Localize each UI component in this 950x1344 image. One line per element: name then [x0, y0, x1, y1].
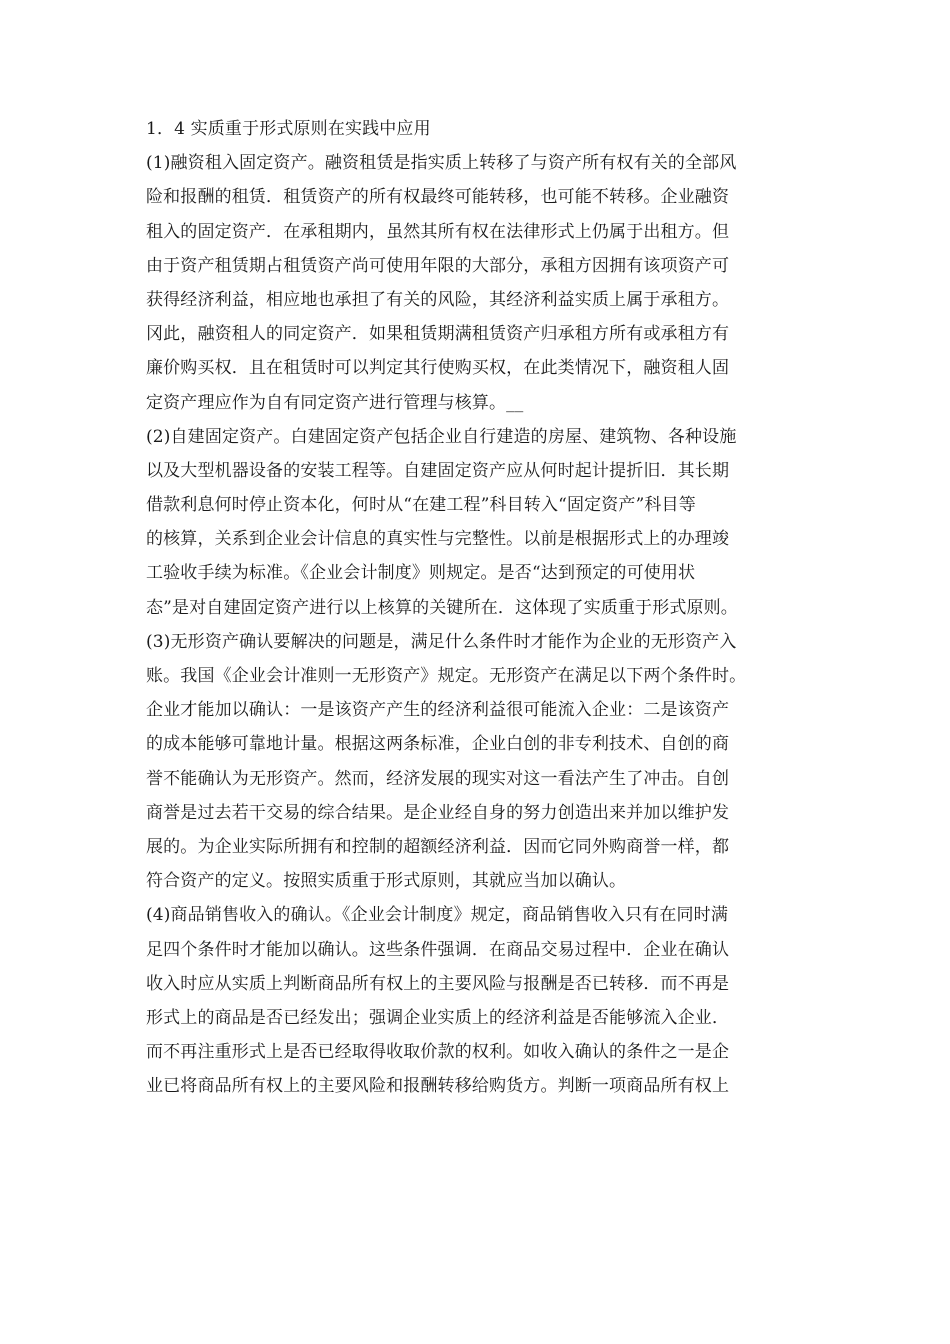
- paragraph-line: 收入时应从实质上判断商品所有权上的主要风险与报酬是否已转移．而不再是: [146, 973, 730, 994]
- paragraph-line: (4)商品销售收入的确认。《企业会计制度》规定，商品销售收入只有在同时满: [146, 905, 728, 926]
- paragraph-line: 租入的固定资产．在承租期内，虽然其所有权在法律形式上仍属于出租方。但: [146, 221, 730, 242]
- paragraph-line: (1)融资租入固定资产。融资租赁是指实质上转移了与资产所有权有关的全部风: [146, 153, 737, 174]
- paragraph-line: 账。我国《企业会计准则一无形资产》规定。无形资产在满足以下两个条件时。: [146, 666, 747, 686]
- paragraph-line: 定资产理应作为自有同定资产进行管理与核算。__: [146, 392, 524, 413]
- paragraph-line: 的核算，关系到企业会计信息的真实性与完整性。以前是根据形式上的办理竣: [146, 529, 730, 550]
- paragraph-line: 符合资产的定义。按照实质重于形式原则，其就应当加以确认。: [146, 871, 627, 892]
- document-body: [146, 112, 806, 1103]
- paragraph-line: 由于资产租赁期占租赁资产尚可使用年限的大部分，承租方因拥有该项资产可: [146, 255, 730, 276]
- paragraph-line: 誉不能确认为无形资产。然而，经济发展的现实对这一看法产生了冲击。自创: [146, 768, 730, 789]
- paragraph-line: 而不再注重形式上是否已经取得收取价款的权利。如收入确认的条件之一是企: [146, 1042, 730, 1063]
- paragraph-line: 足四个条件时才能加以确认。这些条件强调．在商品交易过程中．企业在确认: [146, 939, 730, 960]
- paragraph-line: 态”是对自建固定资产进行以上核算的关键所在．这体现了实质重于形式原则。: [146, 597, 738, 618]
- paragraph-line: (2)自建固定资产。白建固定资产包括企业自行建造的房屋、建筑物、各种设施: [146, 426, 737, 447]
- paragraph-line: 借款利息何时停止资本化，何时从“在建工程”科目转入“固定资产”科目等: [146, 495, 696, 516]
- paragraph-line: 的成本能够可靠地计量。根据这两条标准，企业白创的非专利技术、自创的商: [146, 734, 730, 755]
- paragraph-line: 冈此，融资租人的同定资产．如果租赁期满租赁资产归承租方所有或承租方有: [146, 324, 730, 345]
- paragraph-line: 企业才能加以确认：一是该资产产生的经济利益很可能流入企业：二是该资产: [146, 700, 730, 721]
- paragraph-line: 险和报酬的租赁．租赁资产的所有权最终可能转移，也可能不转移。企业融资: [146, 187, 730, 208]
- section-heading: 1．4 实质重于形式原则在实践中应用: [146, 119, 431, 139]
- paragraph-line: 形式上的商品是否已经发出；强调企业实质上的经济利益是否能够流入企业．: [146, 1007, 730, 1028]
- paragraph-line: 展的。为企业实际所拥有和控制的超额经济利益．因而它同外购商誉一样，都: [146, 836, 730, 857]
- paragraph-line: 获得经济利益，相应地也承担了有关的风险，其经济利益实质上属于承租方。: [146, 289, 730, 310]
- paragraph-line: 廉价购买权．且在租赁时可以判定其行使购买权，在此类情况下，融资租人固: [146, 358, 730, 379]
- paragraph-line: 工验收手续为标准。《企业会计制度》则规定。是否“达到预定的可使用状: [146, 563, 696, 584]
- paragraph-line: (3)无形资产确认要解决的问题是，满足什么条件时才能作为企业的无形资产入: [146, 631, 737, 652]
- paragraph-line: 商誉是过去若干交易的综合结果。是企业经自身的努力创造出来并加以维护发: [146, 802, 730, 823]
- paragraph-line: 以及大型机器设备的安装工程等。自建固定资产应从何时起计提折旧．其长期: [146, 460, 730, 481]
- paragraph-line: 业已将商品所有权上的主要风险和报酬转移给购货方。判断一项商品所有权上: [146, 1076, 730, 1097]
